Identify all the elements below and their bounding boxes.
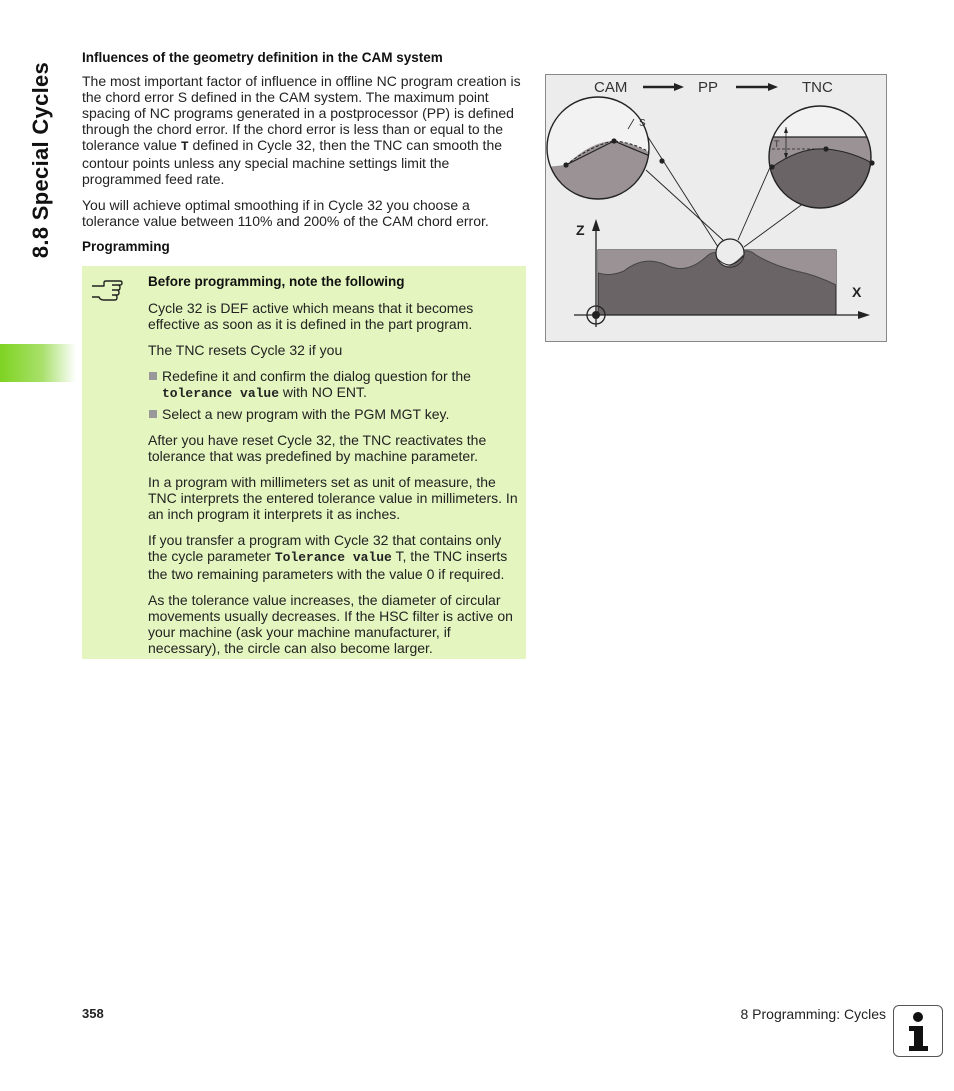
label-t: T [774,139,780,149]
contour-point [563,162,568,167]
note-reactivation: After you have reset Cycle 32, the TNC reactivates the tolerance that was predefined by machine parameter. [148,432,487,464]
footer-chapter: 8 Programming: Cycles [740,1006,886,1022]
leader-line [744,203,804,247]
code-t: T [180,139,189,154]
contour-point [659,158,664,163]
pointing-hand-icon [90,278,124,304]
note-body [148,274,520,666]
label-x: X [852,284,862,300]
chapter-tab-marker [0,344,76,382]
note-box [82,266,526,659]
leader-line [646,170,724,241]
label-pp: PP [698,79,719,96]
note-def-active: Cycle 32 is DEF active which means that it becomes effective as soon as it is defined in the part program. [148,300,474,332]
contour-point [823,146,828,151]
arrow-head [768,83,778,91]
main-content [82,50,526,262]
label-cam: CAM [594,79,628,96]
reset-conditions-list [148,368,520,422]
label-z: Z [576,222,585,238]
code-tolerance-value-2: Tolerance value [274,550,392,565]
label-s: S [639,118,646,129]
code-tolerance-value: tolerance value [162,386,280,401]
note-hsc-filter: As the tolerance value increases, the diameter of circular movements usually decreases. If the HSC filter is active on your machine (ask your machine manufacturer, if necessary), the circle can also become larger. [148,592,513,656]
chapter-side-title [18,40,64,280]
paragraph-chord-error: The most important factor of influence in offline NC program creation is the chord error S defined in the CAM system. The maximum point spacing of NC programs generated in a postprocessor (PP) is defined through the chord error. If the chord error is less than or equal to the tolerance value T defined in Cycle 32, then the TNC can smooth the contour points unless any special machine settings limit the programmed feed rate. [82,73,521,187]
list-item: Redefine it and confirm the dialog question for the tolerance value with NO ENT. [148,368,520,402]
list-item: Select a new program with the PGM MGT key. [148,406,520,422]
contour-point [611,138,616,143]
paragraph-smoothing: You will achieve optimal smoothing if in Cycle 32 you choose a tolerance value between 110% and 200% of the CAM chord error. [82,197,489,229]
cam-pp-tnc-diagram [545,74,887,342]
label-tnc: TNC [802,79,833,96]
contour-point [869,160,874,165]
note-heading: Before programming, note the following [148,274,405,289]
note-units: In a program with millimeters set as unit of measure, the TNC interprets the entered tolerance value in millimeters. In an inch program it interprets it as inches. [148,474,518,522]
diagram-svg [546,75,886,341]
page-number: 358 [82,1006,104,1021]
note-reset-intro: The TNC resets Cycle 32 if you [148,342,343,358]
section-heading: Influences of the geometry definition in the CAM system [82,50,443,65]
info-glyph [894,1006,942,1056]
chapter-side-title-text: 8.8 Special Cycles [28,61,54,259]
info-icon[interactable] [893,1005,943,1057]
programming-heading: Programming [82,239,170,254]
contour-point [769,164,774,169]
note-transfer: If you transfer a program with Cycle 32 that contains only the cycle parameter Tolerance value T, the TNC inserts the two remaining parameters with the value 0 if required. [148,532,508,582]
arrow-head [674,83,684,91]
